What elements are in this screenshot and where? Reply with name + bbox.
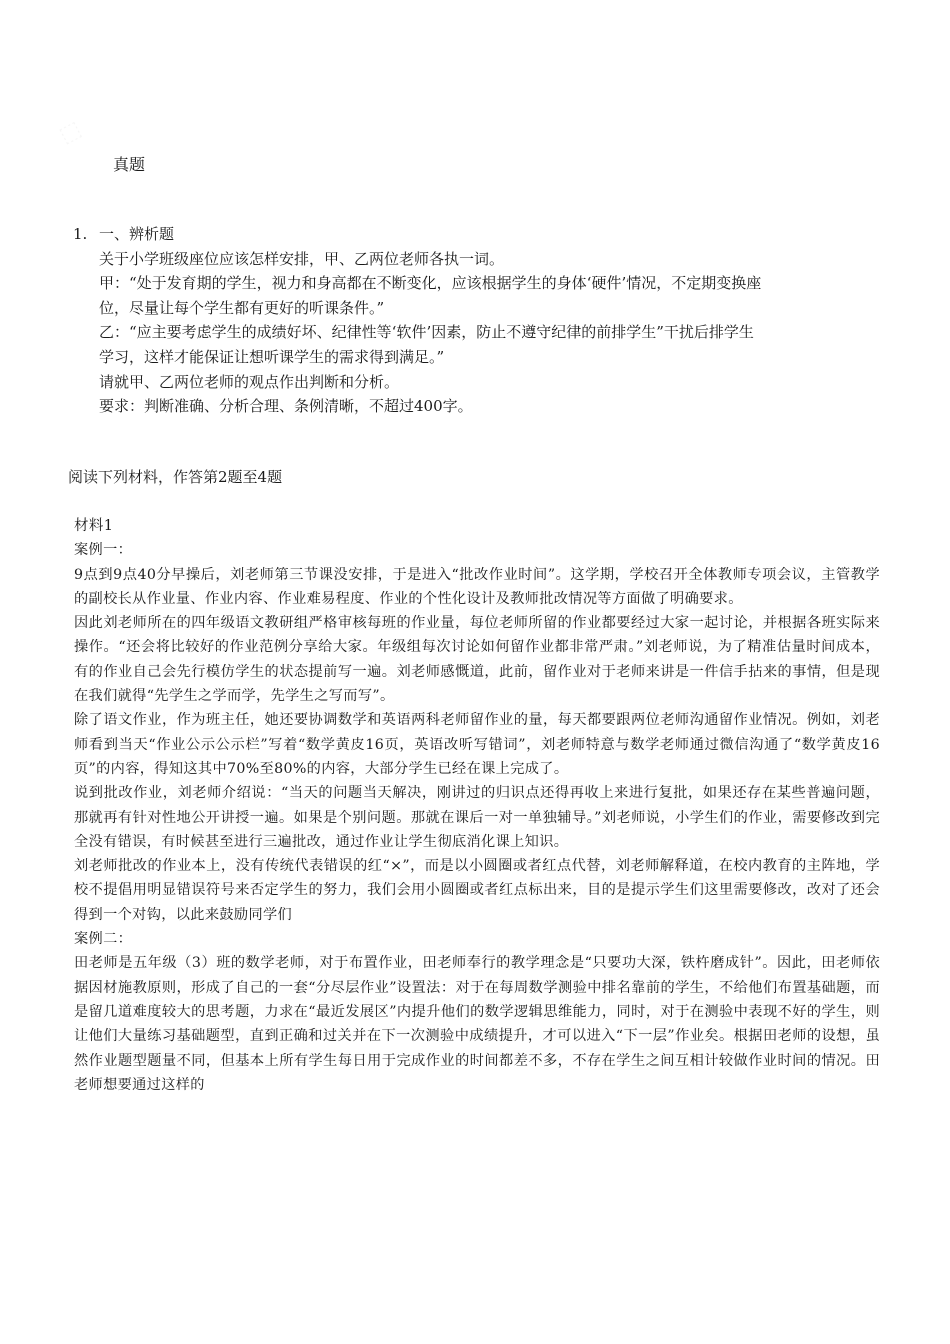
case-1-paragraph: 说到批改作业，刘老师介绍说：“当天的问题当天解决，刚讲过的归识点还得再收上来进行复批，如果还存在某些普遍问题，那就再有针对性地公开讲授一遍。如果是个别问题。那就在课后一对一单独辅导。”刘老师说，小学生们的作业，需要修改到完全没有错误，有时候甚至进行三遍批改，通过作业让学生彻底消化课上知识。 [74,785,880,850]
question-line: 请就甲、乙两位老师的观点作出判断和分析。 [99,372,400,391]
page-title: 真题 [113,155,146,174]
question-line: 学习，这样才能保证让想听课学生的需求得到满足。” [99,347,445,366]
watermark [55,117,85,149]
question-line: 要求：判断准确、分析合理、条例清晰，不超过400字。 [99,397,473,416]
question-line: 甲：“处于发育期的学生，视力和身高都在不断变化，应该根据学生的身体‘硬件’情况，不定期变换座 [99,274,762,293]
reading-intro: 阅读下列材料，作答第2题至4题 [68,468,283,486]
case-1-paragraph: 除了语文作业，作为班主任，她还要协调数学和英语两科老师留作业的量，每天都要跟两位老师沟通留作业情况。例如，刘老师看到当天“作业公示公示栏”写着“数学黄皮16页，英语改听写错词”，刘老师特意与数学老师通过微信沟通了“数学黄皮16页”的内容，得知这其中70%至80%的内容，大部分学生已经在课上完成了。 [74,712,880,777]
question-1 [73,222,893,419]
case-1-paragraph: 9点到9点40分早操后，刘老师第三节课没安排，于是进入“批改作业时间”。这学期，学校召开全体教师专项会议，主管教学的副校长从作业量、作业内容、作业难易程度、作业的个性化设计及教师批改情况等方面做了明确要求。 [74,566,880,607]
question-line: 位，尽量让每个学生都有更好的听课条件。” [99,298,385,317]
question-line: 一、辨析题 [99,225,175,243]
material-section [74,514,880,1097]
question-body [99,222,893,419]
case-1-paragraph: 因此刘老师所在的四年级语文教研组严格审核每班的作业量，每位老师所留的作业都要经过大家一起讨论，并根据各班实际来操作。“还会将比较好的作业范例分享给大家。年级组每次讨论如何留作业都非常严肃。”刘老师说，为了精准估量时间成本，有的作业自己会先行模仿学生的状态提前写一遍。刘老师感慨道，此前，留作业对于老师来讲是一件信手拈来的事情，但是现在我们就得“先学生之学而学，先学生之写而写”。 [74,615,880,705]
case-1-paragraph: 刘老师批改的作业本上，没有传统代表错误的红“×”，而是以小圆圈或者红点代替，刘老师解释道，在校内教育的主阵地，学校不提倡用明显错误符号来否定学生的努力，我们会用小圆圈或者红点标出来，目的是提示学生们这里需要修改，改对了还会得到一个对钩，以此来鼓励同学们 [74,858,880,923]
question-line: 关于小学班级座位应该怎样安排，甲、乙两位老师各执一词。 [99,249,505,268]
case-1-label: 案例一： [74,542,133,559]
question-line: 乙：“应主要考虑学生的成绩好坏、纪律性等‘软件’因素，防止不遵守纪律的前排学生”干扰后排学生 [99,323,754,342]
case-2-label: 案例二： [74,931,133,948]
material-title: 材料1 [74,518,114,534]
question-number: 1. [73,225,88,243]
case-2-paragraph: 田老师是五年级（3）班的数学老师，对于布置作业，田老师奉行的教学理念是“只要功大深，铁杵磨成针”。因此，田老师依据因材施教原则，形成了自己的一套“分尽层作业”设置法：对于在每周数学测验中排名靠前的学生，不给他们布置基础题，而是留几道难度较大的思考题，力求在“最近发展区”内提升他们的数学逻辑思维能力，同时，对于在测验中表现不好的学生，则让他们大量练习基础题型，直到正确和过关并在下一次测验中成绩提升，才可以进入“下一层”作业矣。根据田老师的设想，虽然作业题型题量不同，但基本上所有学生每日用于完成作业的时间都差不多，不存在学生之间互相计较做作业时间的情况。田老师想要通过这样的 [74,955,880,1093]
